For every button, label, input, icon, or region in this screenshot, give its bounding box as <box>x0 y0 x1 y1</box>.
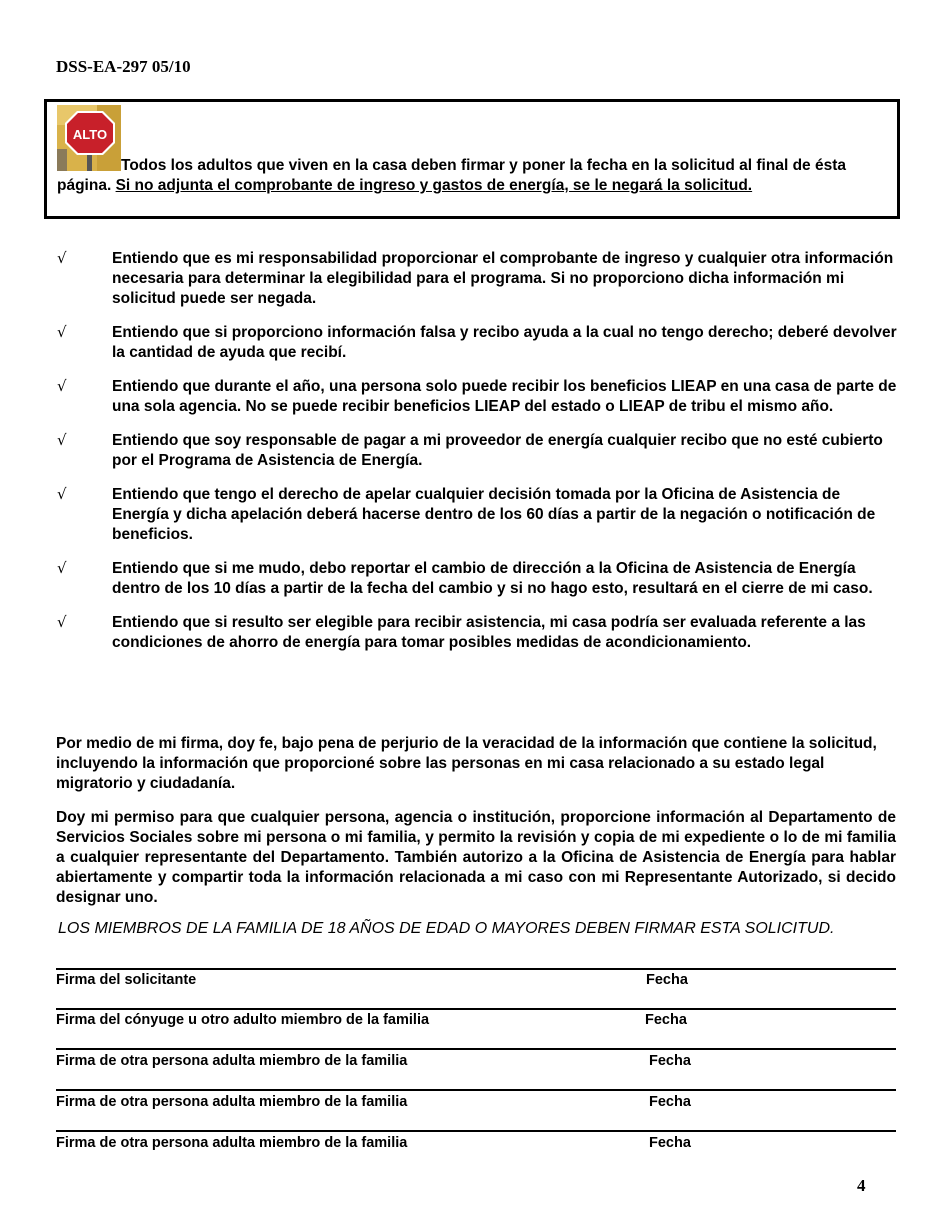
signature-label-adult: Firma de otra persona adulta miembro de la familia <box>56 1053 408 1069</box>
perjury-statement: Por medio de mi firma, doy fe, bajo pena de perjurio de la veracidad de la información que contiene la solicitud, incluyendo la información que proporcioné sobre las personas en mi casa relacionado a su estado legal migratorio y ciudadanía. <box>56 735 877 792</box>
check-icon: √ <box>57 377 67 395</box>
check-icon: √ <box>57 323 67 341</box>
warning-lead: Todos los adultos que viven en la casa deben firmar y poner la fecha en la solicitud al final de ésta página. <box>57 157 846 194</box>
item-text: Entiendo que si me mudo, debo reportar el cambio de dirección a la Oficina de Asistencia de Energía dentro de los 10 días a partir de la fecha del cambio y si no hago esto, resultará en el cierre de mi caso. <box>112 560 873 597</box>
list-item <box>0 431 950 471</box>
signature-line[interactable] <box>56 1089 896 1091</box>
list-item <box>0 613 950 653</box>
signature-line[interactable] <box>56 1048 896 1050</box>
check-icon: √ <box>57 485 67 503</box>
item-text: Entiendo que durante el año, una persona solo puede recibir los beneficios LIEAP en una casa de parte de una sola agencia. No se puede recibir beneficios LIEAP del estado o LIEAP de tribu el mismo año. <box>112 378 897 415</box>
signature-line[interactable] <box>56 968 896 970</box>
warning-box <box>44 99 900 219</box>
item-text: Entiendo que tengo el derecho de apelar cualquier decisión tomada por la Oficina de Asistencia de Energía y dicha apelación deberá hacerse dentro de los 60 días a partir de la negación o notificación de beneficios. <box>112 486 876 543</box>
page-number: 4 <box>857 1176 866 1195</box>
acknowledgement-list <box>0 249 950 667</box>
date-label: Fecha <box>649 1135 691 1151</box>
signature-label-adult: Firma de otra persona adulta miembro de la familia <box>56 1135 408 1151</box>
stop-sign-text: ALTO <box>72 127 108 142</box>
warning-text <box>57 156 887 196</box>
signature-label-adult: Firma de otra persona adulta miembro de la familia <box>56 1094 408 1110</box>
item-text: Entiendo que es mi responsabilidad proporcionar el comprobante de ingreso y cualquier otra información necesaria para determinar la elegibilidad para el programa. Si no proporciono dicha información mi solicitud puede ser negada. <box>112 250 894 307</box>
signature-line[interactable] <box>56 1130 896 1132</box>
list-item <box>0 559 950 599</box>
signature-line[interactable] <box>56 1008 896 1010</box>
warning-underlined: Si no adjunta el comprobante de ingreso y gastos de energía, se le negará la solicitud. <box>115 177 753 194</box>
date-label: Fecha <box>649 1094 691 1110</box>
date-label: Fecha <box>645 1012 687 1028</box>
list-item <box>0 249 950 309</box>
date-label: Fecha <box>646 972 688 988</box>
signature-notice: LOS MIEMBROS DE LA FAMILIA DE 18 AÑOS DE EDAD O MAYORES DEBEN FIRMAR ESTA SOLICITUD. <box>58 920 835 937</box>
list-item <box>0 485 950 545</box>
item-text: Entiendo que soy responsable de pagar a mi proveedor de energía cualquier recibo que no esté cubierto por el Programa de Asistencia de Energía. <box>112 432 883 469</box>
form-id: DSS-EA-297 05/10 <box>56 57 191 76</box>
list-item <box>0 377 950 417</box>
check-icon: √ <box>57 431 67 449</box>
check-icon: √ <box>57 613 67 631</box>
item-text: Entiendo que si proporciono información falsa y recibo ayuda a la cual no tengo derecho; deberé devolver la cantidad de ayuda que recibí. <box>112 324 897 361</box>
item-text: Entiendo que si resulto ser elegible para recibir asistencia, mi casa podría ser evaluada referente a las condiciones de ahorro de energía para tomar posibles medidas de acondicionamiento. <box>112 614 866 651</box>
list-item <box>0 323 950 363</box>
consent-statement: Doy mi permiso para que cualquier persona, agencia o institución, proporcione información al Departamento de Servicios Sociales sobre mi persona o mi familia, y permito la revisión y copia de mi expediente o lo de mi familia a cualquier representante del Departamento. También autorizo a la Oficina de Asistencia de Energía para hablar abiertamente y compartir toda la información relacionada a mi caso con mi Representante Autorizado, si decido designar uno. <box>56 809 896 906</box>
check-icon: √ <box>57 249 67 267</box>
date-label: Fecha <box>649 1053 691 1069</box>
signature-label-spouse: Firma del cónyuge u otro adulto miembro de la familia <box>56 1012 430 1028</box>
signature-label-applicant: Firma del solicitante <box>56 972 197 988</box>
check-icon: √ <box>57 559 67 577</box>
